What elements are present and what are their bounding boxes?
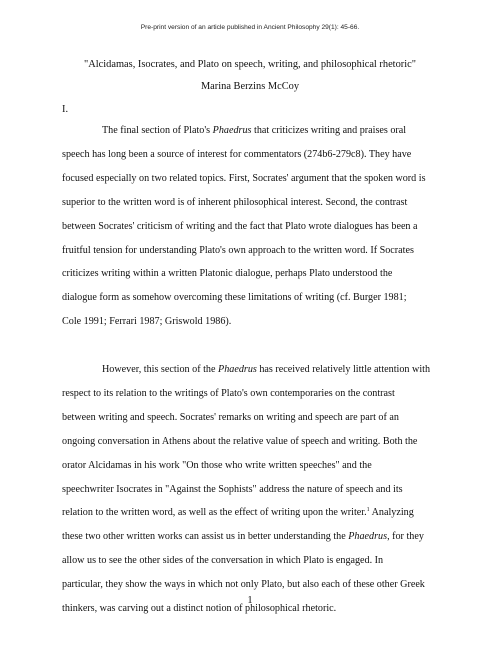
article-title: "Alcidamas, Isocrates, and Plato on speech, writing, and philosophical rhetoric" [84,59,416,70]
text-span: Analyzing [369,507,414,519]
italic-work-title: Phaedrus [218,364,257,375]
paragraph-1 [62,119,440,334]
paragraph-2-line-2: respect to its relation to the writings of Plato's own contemporaries on the contrast [62,387,395,399]
paragraph-2-line-8 [62,525,440,549]
paragraph-2-line-11: thinkers, was carving out a distinct notion of philosophical rhetoric. [62,603,337,615]
paragraph-1-line-3: focused especially on two related topics. First, Socrates' argument that the spoken word is [62,172,426,184]
paragraph-1-line-1 [62,119,440,143]
text-span: However, this section of the [102,364,219,375]
preprint-header-note: Pre-print version of an article published in Ancient Philosophy 29(1): 45-66. [140,24,360,31]
text-span: has received relatively little attention with [256,364,431,375]
paragraph-1-line-4: superior to the written word is of inherent philosophical interest. Second, the contrast [62,196,408,208]
text-span: these two other written works can assist us in better understanding the [62,531,349,543]
paragraph-2-line-4: ongoing conversation in Athens about the relative value of speech and writing. Both the [62,435,418,447]
italic-work-title: Phaedrus [212,125,252,136]
paragraph-2-line-6: speechwriter Isocrates in "Against the Sophists" address the nature of speech and its [62,483,403,495]
paragraph-1-line-8: dialogue form as somehow overcoming these limitations of writing (cf. Burger 1981; [62,292,407,304]
author-name: Marina Berzins McCoy [200,81,300,92]
paragraph-2-line-1 [62,358,440,382]
paragraph-1-line-9: Cole 1991; Ferrari 1987; Griswold 1986). [62,316,232,328]
italic-work-title: Phaedrus [348,531,388,543]
paragraph-2-line-3: between writing and speech. Socrates' remarks on writing and speech are part of an [62,411,399,423]
page-number: 1 [247,595,253,606]
paragraph-2-line-9: allow us to see the other sides of the conversation in which Plato is engaged. In [62,555,384,567]
paragraph-2-line-7 [62,501,440,525]
paragraph-2-line-5: orator Alcidamas in his work "On those who write written speeches" and the [62,459,372,471]
paragraph-1-line-7: criticizes writing within a written Platonic dialogue, perhaps Plato understood the [62,268,393,280]
text-span: , for they [387,531,424,543]
section-number: I. [62,104,69,115]
paragraph-2-line-10: particular, they show the ways in which not only Plato, but also each of these other Greek [62,579,425,591]
paragraph-1-line-2: speech has long been a source of interest for commentators (274b6-279c8). They have [62,148,412,160]
text-span: that criticizes writing and praises oral [251,125,407,136]
text-span: The final section of Plato's [102,125,213,136]
paragraph-1-line-5: between Socrates' criticism of writing and the fact that Plato wrote dialogues has been a [62,220,418,232]
text-span: relation to the written word, as well as the effect of writing upon the writer. [62,507,367,519]
paragraph-2 [62,358,440,621]
footnote-marker[interactable]: 1 [366,507,370,514]
paragraph-1-line-6: fruitful tension for understanding Plato's own approach to the written word. If Socrates [62,244,414,256]
